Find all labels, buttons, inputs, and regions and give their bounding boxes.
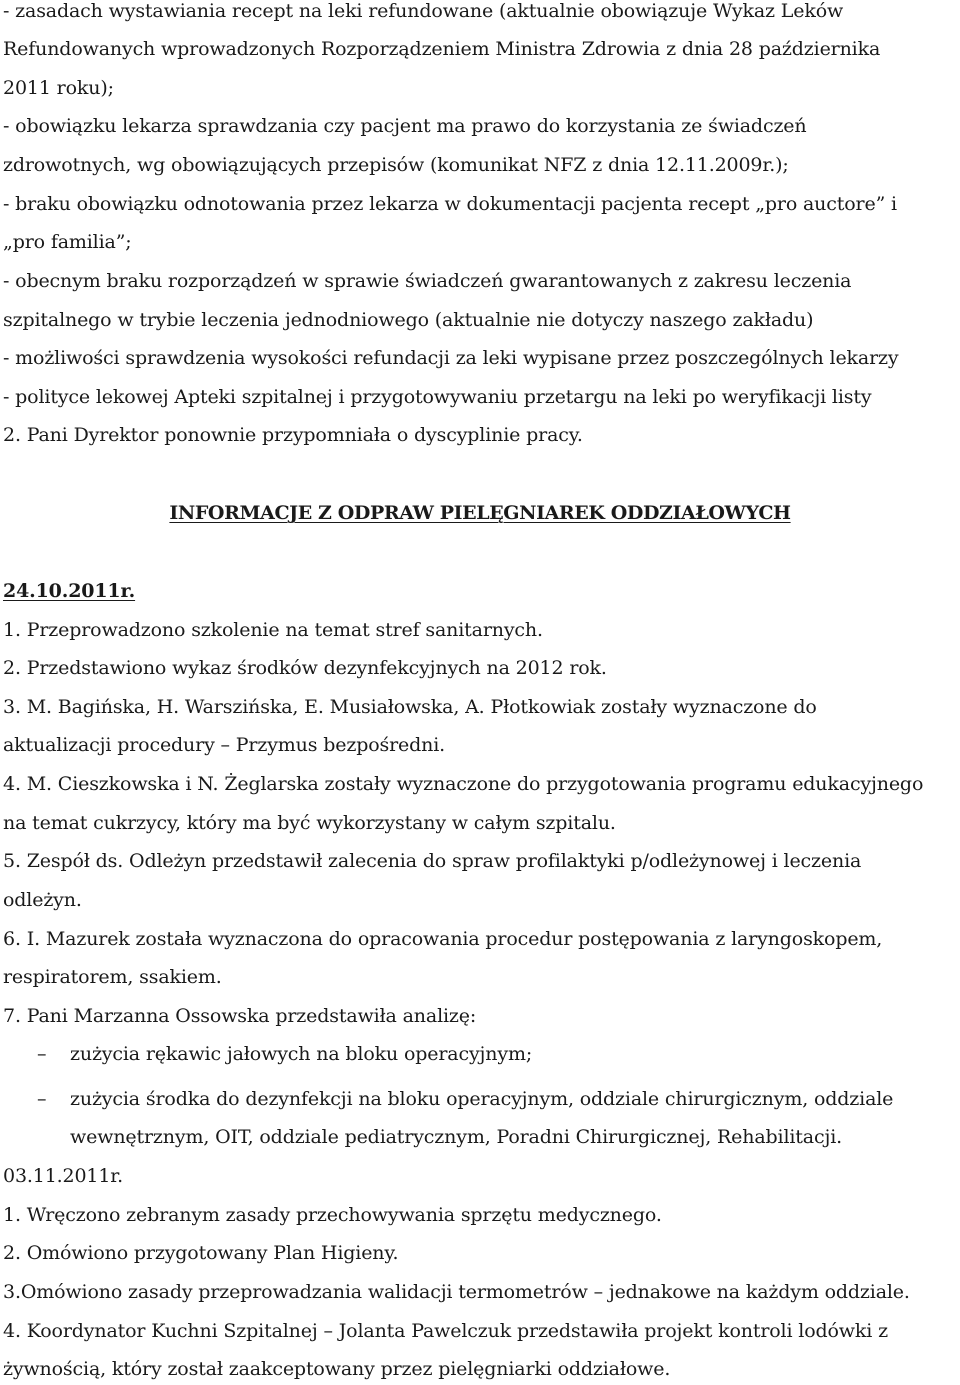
list-item: 4. M. Cieszkowska i N. Żeglarska zostały wyznaczone do przygotowania programu edukacyjnego [3, 773, 924, 795]
list-item: 6. I. Mazurek została wyznaczona do opracowania procedur postępowania z laryngoskopem, [3, 928, 883, 950]
list-item: 5. Zespół ds. Odleżyn przedstawił zalecenia do spraw profilaktyki p/odleżynowej i leczenia [3, 850, 862, 872]
list-item-continuation: aktualizacji procedury – Przymus bezpośredni. [3, 734, 446, 756]
text-line: „pro familia”; [3, 231, 132, 253]
text-line: - obecnym braku rozporządzeń w sprawie świadczeń gwarantowanych z zakresu leczenia [3, 270, 852, 292]
text-line: szpitalnego w trybie leczenia jednodniowego (aktualnie nie dotyczy naszego zakładu) [3, 309, 814, 331]
list-item: 2. Omówiono przygotowany Plan Higieny. [3, 1242, 399, 1264]
bullet-dash: – [37, 1043, 47, 1065]
text-line: Refundowanych wprowadzonych Rozporządzeniem Ministra Zdrowia z dnia 28 października [3, 38, 881, 60]
list-item-continuation: odleżyn. [3, 889, 82, 911]
bullet-dash: – [37, 1088, 47, 1110]
list-item: 7. Pani Marzanna Ossowska przedstawiła analizę: [3, 1005, 477, 1027]
bullet-item: zużycia środka do dezynfekcji na bloku operacyjnym, oddziale chirurgicznym, oddziale [70, 1088, 894, 1110]
text-line: - polityce lekowej Apteki szpitalnej i przygotowywaniu przetargu na leki po weryfikacji listy [3, 386, 872, 408]
text-line: zdrowotnych, wg obowiązujących przepisów (komunikat NFZ z dnia 12.11.2009r.); [3, 154, 789, 176]
text-line: 2011 roku); [3, 77, 114, 99]
list-item: 1. Przeprowadzono szkolenie na temat stref sanitarnych. [3, 619, 543, 641]
list-item: 4. Koordynator Kuchni Szpitalnej – Jolanta Pawelczuk przedstawiła projekt kontroli lodówki z [3, 1320, 888, 1342]
bullet-item-continuation: wewnętrznym, OIT, oddziale pediatrycznym, Poradni Chirurgicznej, Rehabilitacji. [70, 1126, 843, 1148]
list-item-continuation: respiratorem, ssakiem. [3, 966, 222, 988]
list-item: 3. M. Bagińska, H. Warszińska, E. Musiałowska, A. Płotkowiak zostały wyznaczone do [3, 696, 817, 718]
list-item-continuation: na temat cukrzycy, który ma być wykorzystany w całym szpitalu. [3, 812, 616, 834]
list-item: 3.Omówiono zasady przeprowadzania walidacji termometrów – jednakowe na każdym oddziale. [3, 1281, 910, 1303]
text-line: - braku obowiązku odnotowania przez lekarza w dokumentacji pacjenta recept „pro auctore” i [3, 193, 897, 215]
section-date: 24.10.2011r. [3, 580, 136, 602]
list-item: 2. Przedstawiono wykaz środków dezynfekcyjnych na 2012 rok. [3, 657, 607, 679]
section-date: 03.11.2011r. [3, 1165, 124, 1187]
list-item: 1. Wręczono zebranym zasady przechowywania sprzętu medycznego. [3, 1204, 662, 1226]
text-line: - zasadach wystawiania recept na leki refundowane (aktualnie obowiązuje Wykaz Leków [3, 0, 844, 22]
text-line: - obowiązku lekarza sprawdzania czy pacjent ma prawo do korzystania ze świadczeń [3, 115, 807, 137]
list-item-continuation: żywnością, który został zaakceptowany przez pielęgniarki oddziałowe. [3, 1358, 671, 1380]
text-line: - możliwości sprawdzenia wysokości refundacji za leki wypisane przez poszczególnych lekarzy [3, 347, 899, 369]
text-line: 2. Pani Dyrektor ponownie przypomniała o dyscyplinie pracy. [3, 424, 583, 446]
bullet-item: zużycia rękawic jałowych na bloku operacyjnym; [70, 1043, 533, 1065]
section-heading: INFORMACJE Z ODPRAW PIELĘGNIAREK ODDZIAŁOWYCH [169, 502, 791, 524]
